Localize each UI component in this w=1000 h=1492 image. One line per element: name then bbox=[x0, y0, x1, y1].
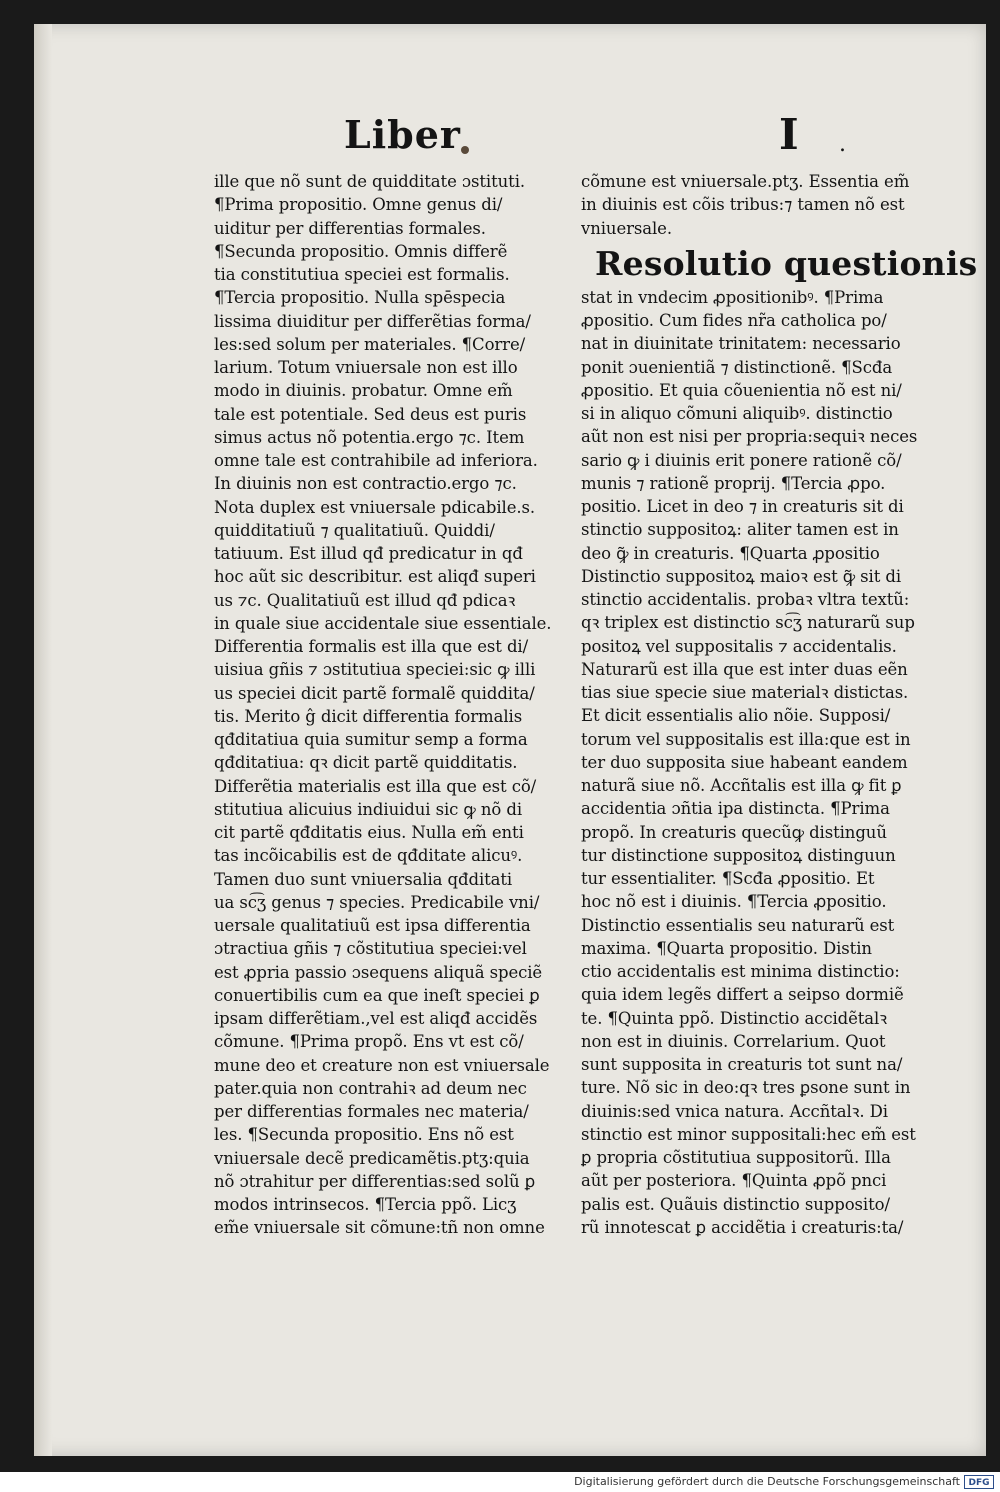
text-line: rũ innotescat ꝑ accidẽtia i creaturis:ta/ bbox=[581, 1217, 904, 1237]
text-line: in diuinis est cõis tribus:⁊ tamen nõ est bbox=[581, 195, 905, 215]
text-line: omne tale est contrahibile ad inferiora. bbox=[214, 451, 538, 470]
text-line: stitutiua alicuius indiuidui sic ꝙ nõ di bbox=[214, 799, 522, 819]
text-line: munis ⁊ rationẽ proprij. ¶Tercia ꝓpo. bbox=[581, 473, 886, 493]
text-line: Distinctio essentialis seu naturarũ est bbox=[581, 915, 895, 935]
text-line: us ⁊c. Qualitatiuũ est illud qđ pdicaꝛ bbox=[214, 590, 516, 610]
ink-blot-ornament bbox=[461, 146, 469, 154]
funding-credit: Digitalisierung gefördert durch die Deutsche Forschungsgemeinschaft bbox=[574, 1475, 960, 1488]
text-line: propõ. In creaturis quecũꝙ distinguũ bbox=[581, 822, 887, 842]
section-heading: Resolutio questionis bbox=[595, 243, 978, 283]
text-line: tur essentialiter. ¶Scđa ꝓpositio. Et bbox=[581, 869, 875, 888]
text-line: ipsam differẽtiam.,vel est aliqđ accidẽs bbox=[214, 1009, 538, 1028]
text-line: cõmune est vniuersale.ptʒ. Essentia em̃ bbox=[581, 172, 910, 191]
text-line: ctio accidentalis est minima distinctio: bbox=[581, 962, 900, 981]
text-line: qꝛ triplex est distinctio sc͡ʒ naturarũ sup bbox=[581, 613, 915, 633]
dfg-logo: DFG bbox=[964, 1475, 994, 1489]
text-line: per differentias formales nec materia/ bbox=[214, 1102, 529, 1121]
text-column-right bbox=[581, 170, 978, 1239]
text-line: est ꝓpria passio ɔsequens aliquã speciẽ bbox=[214, 962, 543, 982]
text-line: non est in diuinis. Correlarium. Quot bbox=[581, 1031, 886, 1051]
running-head-numeral: I bbox=[779, 110, 799, 159]
right-column-continuation bbox=[581, 170, 951, 240]
text-line: em̃e vniuersale sit cõmune:tñ non omne bbox=[214, 1218, 545, 1238]
text-line: qđditatiua quia sumitur semp a forma bbox=[214, 730, 528, 749]
text-line: sunt supposita in creaturis tot sunt na/ bbox=[581, 1055, 903, 1074]
text-line: stinctio est minor suppositali:hec em̃ est bbox=[581, 1124, 916, 1144]
text-line: cit partẽ qđditatis eius. Nulla em̃ enti bbox=[214, 823, 524, 842]
text-line: tale est potentiale. Sed deus est puris bbox=[214, 404, 527, 424]
text-line: aũt non est nisi per propria:sequiꝛ neces bbox=[581, 427, 918, 447]
text-line: nõ ɔtrahitur per differentias:sed solũ ꝑ bbox=[214, 1171, 536, 1191]
text-line: positio. Licet in deo ⁊ in creaturis sit di bbox=[581, 497, 904, 516]
running-head-period: . bbox=[839, 132, 846, 157]
text-line: les. ¶Secunda propositio. Ens nõ est bbox=[214, 1125, 514, 1145]
text-line: tas incõicabilis est de qđditate alicuꝰ. bbox=[214, 846, 523, 866]
digitization-footer bbox=[0, 1472, 1000, 1492]
text-line: aũt per posteriora. ¶Quinta ꝓpõ pnci bbox=[581, 1171, 887, 1191]
text-line: simus actus nõ potentia.ergo ⁊c. Item bbox=[214, 427, 525, 447]
text-line: modo in diuinis. probatur. Omne em̃ bbox=[214, 381, 513, 401]
text-line: in quale siue accidentale siue essentiale. bbox=[214, 613, 552, 633]
text-line: pater.quia non contrahiꝛ ad deum nec bbox=[214, 1078, 527, 1098]
page-binding-edge bbox=[34, 24, 52, 1456]
text-line: tatiuum. Est illud qđ predicatur in qđ bbox=[214, 544, 523, 563]
text-line: sario ꝙ i diuinis erit ponere rationẽ cõ/ bbox=[581, 450, 902, 470]
text-line: les:sed solum per materiales. ¶Corre/ bbox=[214, 334, 526, 354]
text-line: tur distinctione suppositoꝝ distinguun bbox=[581, 845, 896, 865]
text-line: tias siue specie siue materialꝛ distictas. bbox=[581, 683, 909, 702]
text-column-left bbox=[214, 170, 574, 1240]
text-line: accidentia ɔñtia ipa distincta. ¶Prima bbox=[581, 799, 890, 819]
text-line: In diuinis non est contractio.ergo ⁊c. bbox=[214, 474, 517, 494]
text-line: Distinctio suppositoꝝ maioꝛ est ꝙ̃ sit di bbox=[581, 566, 902, 586]
text-line: Et dicit essentialis alio nõie. Supposi/ bbox=[581, 706, 891, 726]
text-line: Differentia formalis est illa que est di/ bbox=[214, 637, 529, 656]
text-line: uisiua gñis ⁊ ɔstitutiua speciei:sic ꝙ illi bbox=[214, 660, 536, 680]
text-line: palis est. Quãuis distinctio supposito/ bbox=[581, 1194, 890, 1214]
text-line: Nota duplex est vniuersale pdicabile.s. bbox=[214, 497, 536, 517]
running-head-liber: Liber bbox=[344, 112, 461, 157]
text-line: ponit ɔuenientiã ⁊ distinctionẽ. ¶Scđa bbox=[581, 357, 893, 377]
text-line: vniuersale. bbox=[581, 218, 672, 238]
text-line: ua sc͡ʒ genus ⁊ species. Predicabile vni/ bbox=[214, 892, 540, 912]
text-line: hoc nõ est i diuinis. ¶Tercia ꝓpositio. bbox=[581, 892, 887, 912]
text-line: cõmune. ¶Prima propõ. Ens vt est cõ/ bbox=[214, 1032, 524, 1052]
text-line: uiditur per differentias formales. bbox=[214, 218, 486, 238]
text-line: quia idem legẽs differt a seipso dormiẽ bbox=[581, 985, 904, 1005]
text-line: tis. Merito ĝ dicit differentia formalis bbox=[214, 706, 523, 726]
text-line: hoc aũt sic describitur. est aliqđ superi bbox=[214, 567, 536, 587]
text-line: stat in vndecim ꝓpositionibꝰ. ¶Prima bbox=[581, 287, 884, 307]
text-line: mune deo et creature non est vniuersale bbox=[214, 1055, 550, 1075]
text-line: ¶Secunda propositio. Omnis differẽ bbox=[214, 241, 508, 261]
text-line: diuinis:sed vnica natura. Accñtalꝛ. Di bbox=[581, 1101, 888, 1121]
text-line: maxima. ¶Quarta propositio. Distin bbox=[581, 938, 872, 958]
text-line: ille que nõ sunt de quidditate ɔstituti. bbox=[214, 172, 526, 191]
text-line: vniuersale decẽ predicamẽtis.ptʒ:quia bbox=[214, 1148, 530, 1168]
text-line: modos intrinsecos. ¶Tercia ppõ. Licʒ bbox=[214, 1195, 517, 1214]
text-line: te. ¶Quinta ppõ. Distinctio accidẽtalꝛ bbox=[581, 1008, 887, 1028]
text-line: Naturarũ est illa que est inter duas eẽn bbox=[581, 659, 908, 679]
text-line: stinctio suppositoꝝ: aliter tamen est in bbox=[581, 520, 899, 540]
book-page bbox=[34, 24, 986, 1456]
text-line: deo ꝙ̃ in creaturis. ¶Quarta ꝓpositio bbox=[581, 543, 880, 563]
text-line: ɔtractiua gñis ⁊ cõstitutiua speciei:vel bbox=[214, 939, 527, 959]
text-line: ꝓpositio. Cum fides nr̃a catholica po/ bbox=[581, 311, 887, 330]
text-line: uersale qualitatiuũ est ipsa differentia bbox=[214, 916, 531, 935]
right-column-body bbox=[581, 286, 951, 1239]
text-line: stinctio accidentalis. probaꝛ vltra textũ: bbox=[581, 590, 910, 609]
text-line: nat in diuinitate trinitatem: necessario bbox=[581, 334, 901, 354]
text-line: Tamen duo sunt vniuersalia qđditati bbox=[214, 869, 513, 889]
text-line: positoꝝ vel suppositalis ⁊ accidentalis. bbox=[581, 636, 897, 656]
text-line: ture. Nõ sic in deo:qꝛ tres ꝑsone sunt in bbox=[581, 1078, 911, 1098]
text-line: naturã siue nõ. Accñtalis est illa ꝙ fit ꝑ bbox=[581, 776, 902, 795]
text-line: ꝑ propria cõstitutiua suppositorũ. Illa bbox=[581, 1148, 891, 1167]
text-line: torum vel suppositalis est illa:que est in bbox=[581, 729, 911, 749]
text-line: Differẽtia materialis est illa que est cõ/ bbox=[214, 776, 537, 796]
text-line: larium. Totum vniuersale non est illo bbox=[214, 358, 518, 377]
text-line: ꝓpositio. Et quia cõuenientia nõ est ni/ bbox=[581, 380, 902, 400]
text-line: us speciei dicit partẽ formalẽ quiddita/ bbox=[214, 683, 535, 703]
text-line: ter duo supposita siue habeant eandem bbox=[581, 752, 908, 772]
text-line: lissima diuiditur per differẽtias forma/ bbox=[214, 311, 531, 331]
text-line: qđditatiua: qꝛ dicit partẽ quidditatis. bbox=[214, 753, 518, 773]
text-line: tia constitutiua speciei est formalis. bbox=[214, 265, 510, 284]
text-line: ¶Prima propositio. Omne genus di/ bbox=[214, 195, 503, 215]
text-line: ¶Tercia propositio. Nulla spēspecia bbox=[214, 288, 506, 308]
text-line: si in aliquo cõmuni aliquibꝰ. distinctio bbox=[581, 404, 893, 423]
text-line: quidditatiuũ ⁊ qualitatiuũ. Quiddi/ bbox=[214, 520, 495, 540]
text-line: conuertibilis cum ea que ineſt speciei ꝑ bbox=[214, 985, 540, 1005]
